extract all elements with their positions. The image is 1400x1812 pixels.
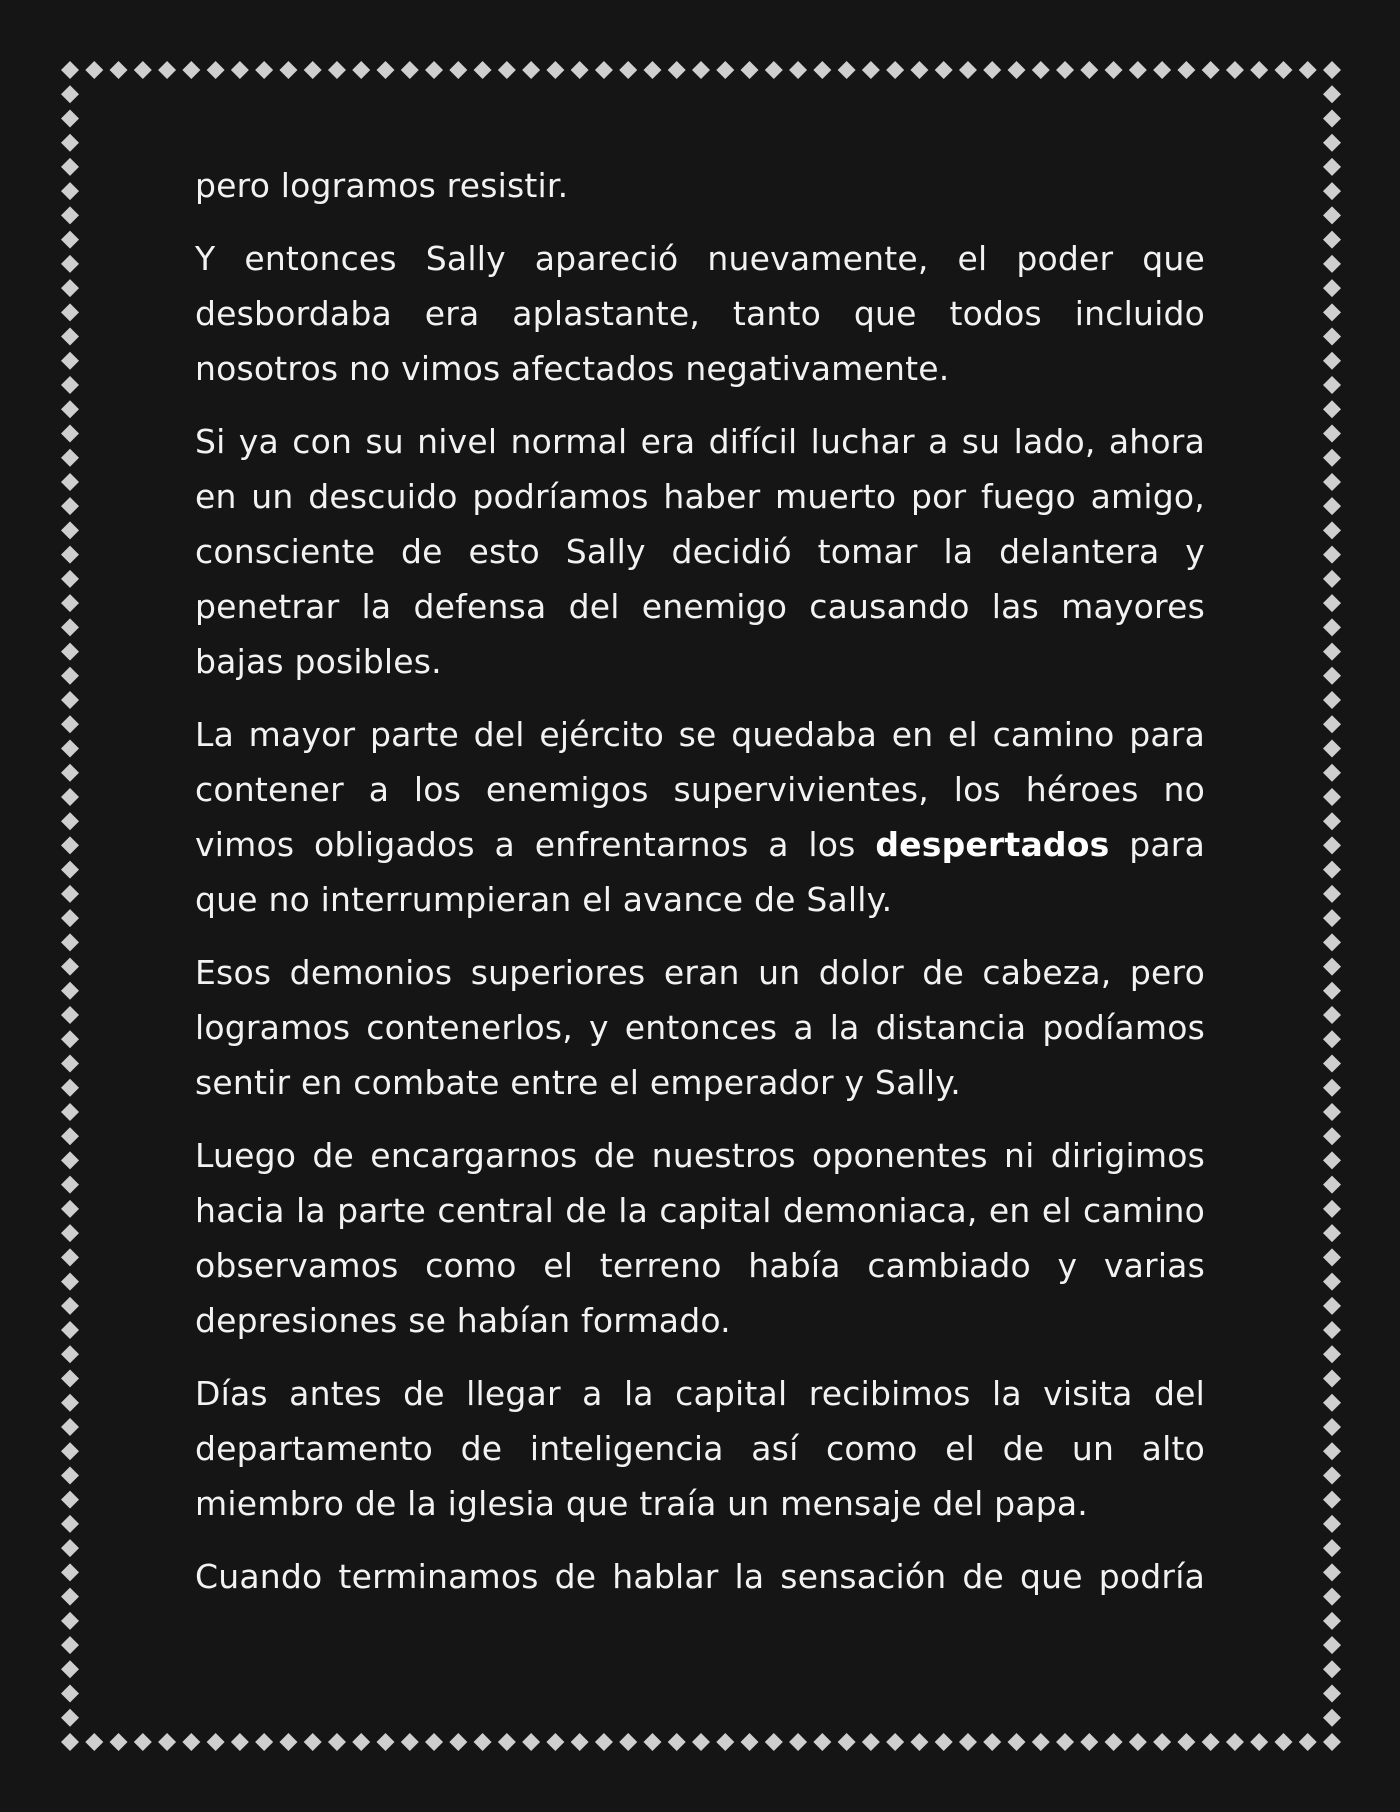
border-diamond xyxy=(692,1733,710,1751)
border-diamond xyxy=(61,1466,79,1484)
border-diamond xyxy=(1299,1733,1317,1751)
border-diamond xyxy=(61,1055,79,1073)
border-diamond xyxy=(61,667,79,685)
border-diamond xyxy=(668,61,686,79)
border-diamond xyxy=(910,1733,928,1751)
border-diamond xyxy=(61,376,79,394)
border-diamond xyxy=(61,546,79,564)
border-diamond xyxy=(61,279,79,297)
border-diamond xyxy=(304,1733,322,1751)
border-diamond xyxy=(61,909,79,927)
border-diamond xyxy=(255,1733,273,1751)
border-diamond xyxy=(61,1636,79,1654)
border-diamond xyxy=(61,61,79,79)
border-diamond xyxy=(1323,1297,1341,1315)
paragraph-7: Días antes de llegar a la capital recibimos la visita del departamento de inteligencia así como el de un alto miembro de la iglesia que traía un mensaje del papa. xyxy=(195,1374,1205,1523)
border-diamond xyxy=(255,61,273,79)
border-diamond xyxy=(377,1733,395,1751)
border-diamond xyxy=(352,1733,370,1751)
border-diamond xyxy=(1323,1685,1341,1703)
border-diamond xyxy=(61,1127,79,1145)
border-diamond xyxy=(1323,1563,1341,1581)
border-diamond xyxy=(61,836,79,854)
border-diamond xyxy=(1323,1491,1341,1509)
border-diamond xyxy=(85,1733,103,1751)
border-diamond xyxy=(61,1563,79,1581)
border-diamond xyxy=(352,61,370,79)
border-diamond xyxy=(1177,1733,1195,1751)
border-diamond xyxy=(1323,1418,1341,1436)
border-diamond xyxy=(1323,933,1341,951)
border-diamond xyxy=(1323,1273,1341,1291)
border-diamond xyxy=(1323,1151,1341,1169)
border-diamond xyxy=(61,618,79,636)
border-diamond xyxy=(279,1733,297,1751)
border-diamond xyxy=(61,1273,79,1291)
border-diamond xyxy=(910,61,928,79)
border-diamond xyxy=(1056,61,1074,79)
border-diamond xyxy=(935,1733,953,1751)
border-diamond xyxy=(1323,861,1341,879)
border-diamond xyxy=(1323,328,1341,346)
border-diamond xyxy=(61,1030,79,1048)
border-diamond xyxy=(1323,1370,1341,1388)
border-diamond xyxy=(61,449,79,467)
border-diamond xyxy=(61,861,79,879)
body-text xyxy=(195,158,1205,1622)
border-diamond xyxy=(61,885,79,903)
border-diamond xyxy=(1323,1030,1341,1048)
border-diamond xyxy=(692,61,710,79)
border-diamond xyxy=(1323,1515,1341,1533)
border-diamond xyxy=(522,1733,540,1751)
border-diamond xyxy=(1323,594,1341,612)
border-diamond xyxy=(61,1442,79,1460)
border-diamond xyxy=(61,1321,79,1339)
border-diamond xyxy=(474,61,492,79)
border-diamond xyxy=(498,1733,516,1751)
border-diamond xyxy=(61,691,79,709)
border-diamond xyxy=(1202,61,1220,79)
border-diamond xyxy=(61,594,79,612)
border-diamond xyxy=(1323,1103,1341,1121)
border-diamond xyxy=(61,1200,79,1218)
border-diamond xyxy=(741,1733,759,1751)
border-diamond xyxy=(1323,424,1341,442)
border-diamond xyxy=(61,1079,79,1097)
border-diamond xyxy=(61,1345,79,1363)
border-diamond xyxy=(231,61,249,79)
border-diamond xyxy=(61,352,79,370)
border-diamond xyxy=(61,1709,79,1727)
border-diamond xyxy=(789,61,807,79)
border-diamond xyxy=(61,788,79,806)
border-diamond xyxy=(110,1733,128,1751)
border-diamond xyxy=(61,158,79,176)
paragraph-3: Si ya con su nivel normal era difícil luchar a su lado, ahora en un descuido podríamos haber muerto por fuego amigo, consciente de esto Sally decidió tomar la delantera y penetrar la defensa del enemigo causando las mayores bajas posibles. xyxy=(195,422,1205,681)
border-diamond xyxy=(474,1733,492,1751)
border-diamond xyxy=(1323,1394,1341,1412)
border-diamond xyxy=(1080,1733,1098,1751)
border-diamond xyxy=(619,61,637,79)
border-diamond xyxy=(1105,61,1123,79)
border-diamond xyxy=(838,1733,856,1751)
border-diamond xyxy=(207,61,225,79)
border-diamond xyxy=(1323,1709,1341,1727)
border-diamond xyxy=(61,739,79,757)
border-diamond xyxy=(1250,1733,1268,1751)
border-diamond xyxy=(1129,61,1147,79)
border-diamond xyxy=(546,1733,564,1751)
border-diamond xyxy=(449,1733,467,1751)
border-diamond xyxy=(231,1733,249,1751)
border-diamond xyxy=(862,1733,880,1751)
border-diamond xyxy=(546,61,564,79)
border-diamond xyxy=(1323,1539,1341,1557)
border-diamond xyxy=(1323,61,1341,79)
border-diamond xyxy=(61,1151,79,1169)
border-diamond xyxy=(1323,521,1341,539)
border-diamond xyxy=(61,328,79,346)
border-diamond xyxy=(1323,376,1341,394)
border-diamond xyxy=(61,1418,79,1436)
border-diamond xyxy=(983,1733,1001,1751)
border-diamond xyxy=(1323,1733,1341,1751)
paragraph-4 xyxy=(195,707,1205,927)
border-diamond xyxy=(1323,982,1341,1000)
border-diamond xyxy=(813,61,831,79)
border-diamond xyxy=(1129,1733,1147,1751)
border-diamond xyxy=(1323,279,1341,297)
border-diamond xyxy=(765,61,783,79)
border-diamond xyxy=(765,1733,783,1751)
paragraph-2: Y entonces Sally apareció nuevamente, el poder que desbordaba era aplastante, tanto que todos incluido nosotros no vimos afectados negativamente. xyxy=(195,239,1205,388)
border-diamond xyxy=(1323,788,1341,806)
border-diamond xyxy=(1323,570,1341,588)
border-diamond xyxy=(716,1733,734,1751)
border-diamond xyxy=(1323,400,1341,418)
border-diamond xyxy=(522,61,540,79)
border-diamond xyxy=(595,1733,613,1751)
border-diamond xyxy=(61,424,79,442)
border-diamond xyxy=(1105,1733,1123,1751)
border-diamond xyxy=(61,497,79,515)
border-diamond xyxy=(1323,182,1341,200)
border-diamond xyxy=(1323,715,1341,733)
border-diamond xyxy=(1323,618,1341,636)
border-diamond xyxy=(61,643,79,661)
border-diamond xyxy=(1323,109,1341,127)
border-diamond xyxy=(1080,61,1098,79)
border-diamond xyxy=(1323,85,1341,103)
border-diamond xyxy=(1153,61,1171,79)
border-diamond xyxy=(401,1733,419,1751)
border-diamond xyxy=(61,1394,79,1412)
border-diamond xyxy=(61,303,79,321)
border-diamond xyxy=(61,1176,79,1194)
border-diamond xyxy=(1226,1733,1244,1751)
border-diamond xyxy=(61,1612,79,1630)
border-diamond xyxy=(61,1515,79,1533)
border-diamond xyxy=(328,61,346,79)
border-diamond xyxy=(789,1733,807,1751)
bold-term: despertados xyxy=(875,825,1110,864)
border-diamond xyxy=(1323,1660,1341,1678)
border-diamond xyxy=(959,1733,977,1751)
border-diamond xyxy=(61,182,79,200)
border-diamond xyxy=(61,1660,79,1678)
border-diamond xyxy=(1274,1733,1292,1751)
border-diamond xyxy=(1008,1733,1026,1751)
border-diamond xyxy=(1323,836,1341,854)
border-diamond xyxy=(862,61,880,79)
border-diamond xyxy=(1250,61,1268,79)
border-diamond xyxy=(61,1103,79,1121)
border-diamond xyxy=(1323,1176,1341,1194)
border-diamond xyxy=(1323,812,1341,830)
border-diamond xyxy=(61,255,79,273)
border-diamond xyxy=(61,715,79,733)
border-diamond xyxy=(1323,958,1341,976)
border-diamond xyxy=(668,1733,686,1751)
border-diamond xyxy=(134,61,152,79)
border-diamond xyxy=(425,61,443,79)
border-diamond xyxy=(1323,1612,1341,1630)
border-diamond xyxy=(571,61,589,79)
border-diamond xyxy=(1323,473,1341,491)
border-diamond xyxy=(61,1491,79,1509)
border-diamond xyxy=(1323,667,1341,685)
border-diamond xyxy=(1323,1127,1341,1145)
border-diamond xyxy=(1323,1224,1341,1242)
border-diamond xyxy=(1323,909,1341,927)
paragraph-8: Cuando terminamos de hablar la sensación de que podría xyxy=(195,1557,1205,1596)
border-diamond xyxy=(1177,61,1195,79)
border-diamond xyxy=(61,134,79,152)
border-diamond xyxy=(1032,61,1050,79)
border-diamond xyxy=(1274,61,1292,79)
border-diamond xyxy=(1323,255,1341,273)
border-diamond xyxy=(1323,643,1341,661)
border-diamond xyxy=(158,61,176,79)
border-diamond xyxy=(61,473,79,491)
border-diamond xyxy=(1323,691,1341,709)
border-diamond xyxy=(1323,1200,1341,1218)
border-diamond xyxy=(1323,231,1341,249)
border-diamond xyxy=(1323,497,1341,515)
border-diamond xyxy=(838,61,856,79)
border-diamond xyxy=(61,764,79,782)
border-diamond xyxy=(1008,61,1026,79)
border-diamond xyxy=(1323,303,1341,321)
border-diamond xyxy=(182,61,200,79)
border-diamond xyxy=(61,231,79,249)
border-diamond xyxy=(1323,764,1341,782)
border-diamond xyxy=(61,400,79,418)
paragraph-4-end: para que no interrumpieran el avance de Sally. xyxy=(195,825,1205,919)
border-diamond xyxy=(619,1733,637,1751)
border-diamond xyxy=(61,206,79,224)
paragraph-4-start: La mayor parte del ejército se quedaba en el camino para contener a los enemigos supervivientes, los héroes no vimos obligados a enfrentarnos a los xyxy=(195,715,1205,864)
border-diamond xyxy=(110,61,128,79)
border-diamond xyxy=(328,1733,346,1751)
border-diamond xyxy=(304,61,322,79)
border-diamond xyxy=(1323,739,1341,757)
border-diamond xyxy=(61,1297,79,1315)
border-diamond xyxy=(1323,1345,1341,1363)
border-diamond xyxy=(61,1685,79,1703)
border-diamond xyxy=(61,933,79,951)
border-diamond xyxy=(61,85,79,103)
border-diamond xyxy=(401,61,419,79)
border-diamond xyxy=(741,61,759,79)
border-diamond xyxy=(1323,546,1341,564)
border-diamond xyxy=(61,570,79,588)
border-diamond xyxy=(1323,134,1341,152)
border-diamond xyxy=(1323,1006,1341,1024)
border-diamond xyxy=(1153,1733,1171,1751)
border-diamond xyxy=(61,109,79,127)
paragraph-5: Esos demonios superiores eran un dolor de cabeza, pero logramos contenerlos, y entonces a la distancia podíamos sentir en combate entre el emperador y Sally. xyxy=(195,953,1205,1102)
border-diamond xyxy=(1323,449,1341,467)
border-diamond xyxy=(1202,1733,1220,1751)
border-diamond xyxy=(1323,1321,1341,1339)
border-diamond xyxy=(1056,1733,1074,1751)
border-diamond xyxy=(643,61,661,79)
border-diamond xyxy=(716,61,734,79)
border-diamond xyxy=(1323,1442,1341,1460)
border-diamond xyxy=(498,61,516,79)
border-diamond xyxy=(1323,352,1341,370)
border-diamond xyxy=(182,1733,200,1751)
border-diamond xyxy=(886,61,904,79)
paragraph-6: Luego de encargarnos de nuestros oponentes ni dirigimos hacia la parte central de la capital demoniaca, en el camino observamos como el terreno había cambiado y varias depresiones se habían formado. xyxy=(195,1136,1205,1340)
border-diamond xyxy=(1323,206,1341,224)
border-diamond xyxy=(1323,1079,1341,1097)
border-diamond xyxy=(61,1248,79,1266)
border-diamond xyxy=(643,1733,661,1751)
border-diamond xyxy=(61,1733,79,1751)
border-diamond xyxy=(1323,158,1341,176)
border-diamond xyxy=(813,1733,831,1751)
border-diamond xyxy=(134,1733,152,1751)
border-diamond xyxy=(85,61,103,79)
border-diamond xyxy=(61,521,79,539)
border-diamond xyxy=(1323,885,1341,903)
border-diamond xyxy=(425,1733,443,1751)
border-diamond xyxy=(61,1370,79,1388)
border-diamond xyxy=(1323,1636,1341,1654)
border-diamond xyxy=(959,61,977,79)
border-diamond xyxy=(983,61,1001,79)
border-diamond xyxy=(1226,61,1244,79)
border-diamond xyxy=(377,61,395,79)
border-diamond xyxy=(61,812,79,830)
border-diamond xyxy=(61,958,79,976)
border-diamond xyxy=(595,61,613,79)
border-diamond xyxy=(158,1733,176,1751)
border-diamond xyxy=(571,1733,589,1751)
border-diamond xyxy=(207,1733,225,1751)
border-diamond xyxy=(449,61,467,79)
border-diamond xyxy=(61,1539,79,1557)
border-diamond xyxy=(1323,1588,1341,1606)
border-diamond xyxy=(279,61,297,79)
border-diamond xyxy=(1323,1055,1341,1073)
border-diamond xyxy=(61,1224,79,1242)
border-diamond xyxy=(1323,1248,1341,1266)
border-diamond xyxy=(886,1733,904,1751)
border-diamond xyxy=(1323,1466,1341,1484)
border-diamond xyxy=(61,982,79,1000)
border-diamond xyxy=(61,1006,79,1024)
border-diamond xyxy=(935,61,953,79)
border-diamond xyxy=(61,1588,79,1606)
border-diamond xyxy=(1299,61,1317,79)
paragraph-1: pero logramos resistir. xyxy=(195,166,569,205)
border-diamond xyxy=(1032,1733,1050,1751)
